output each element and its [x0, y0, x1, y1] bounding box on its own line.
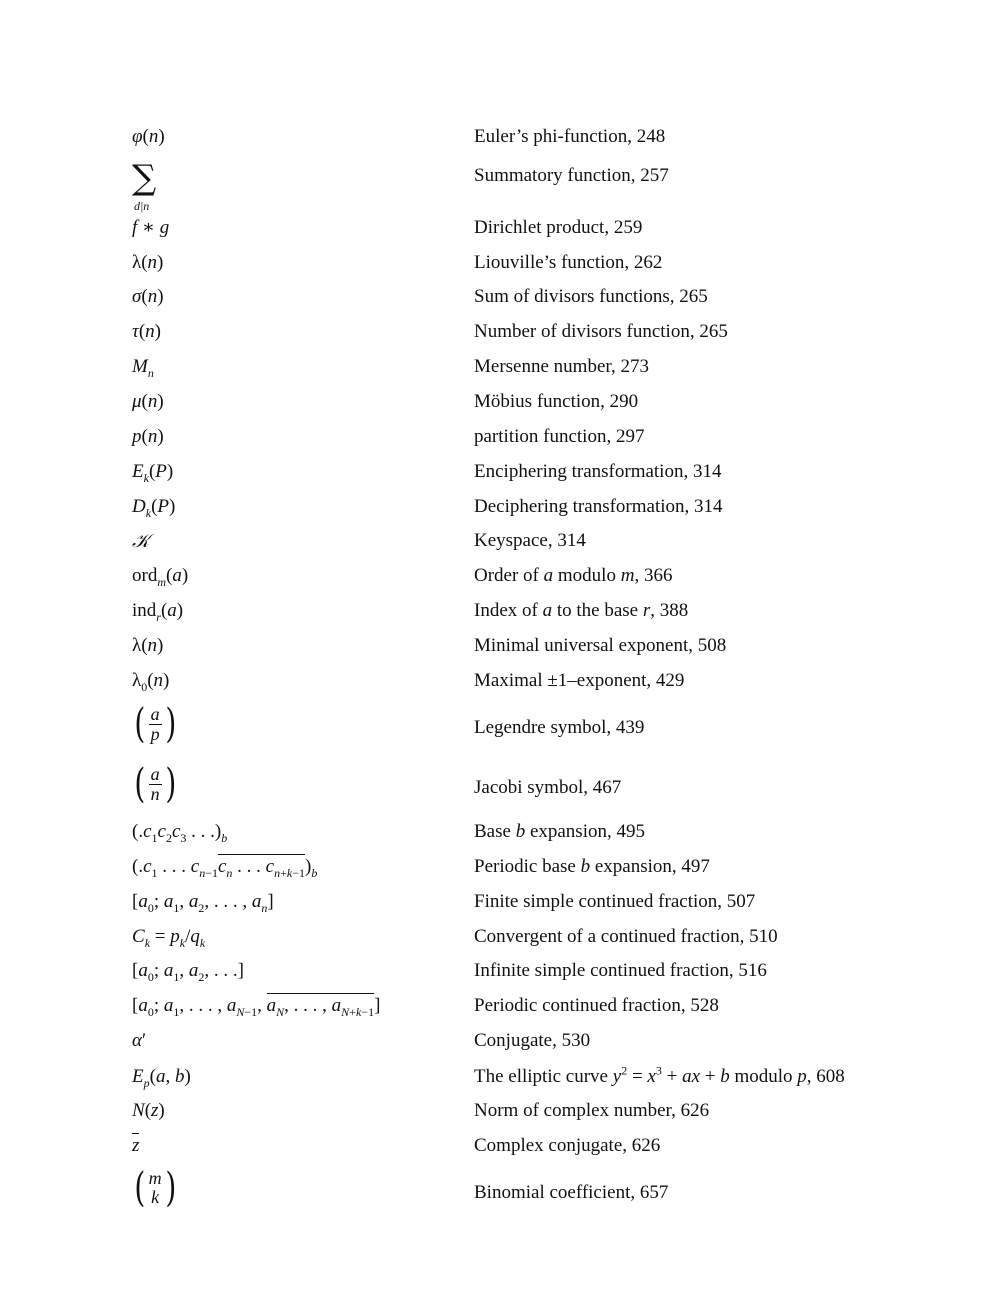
- description: Binomial coefficient, 657: [474, 1182, 669, 1203]
- description: Dirichlet product, 259: [474, 217, 643, 238]
- symbol-lambda: λ(n): [132, 252, 164, 273]
- symbol-lambda-universal: λ(n): [132, 635, 164, 656]
- symbol-summatory: ∑ d|n: [132, 158, 157, 213]
- description: Base b expansion, 495: [474, 821, 645, 842]
- symbol-ord: ord$_m$(a): [132, 565, 189, 589]
- description: Finite simple continued fraction, 507: [474, 891, 756, 912]
- description: Mersenne number, 273: [474, 356, 649, 377]
- description: Keyspace, 314: [474, 530, 586, 551]
- symbol-legendre: ( $\frac{a}{p}$ ): [134, 701, 176, 747]
- description: Euler’s phi-function, 248: [474, 126, 666, 147]
- symbol-ind: ind$_r$(a): [132, 600, 184, 624]
- description: Summatory function, 257: [474, 165, 669, 186]
- description: Periodic base b expansion, 497: [474, 856, 710, 877]
- symbol-mersenne: $M_n$: [132, 356, 154, 380]
- description: Complex conjugate, 626: [474, 1135, 661, 1156]
- description: Convergent of a continued fraction, 510: [474, 926, 778, 947]
- description: Maximal ±1–exponent, 429: [474, 670, 685, 691]
- symbol-base-expansion: ($.c_1c_2c_3$ . . $.)_b$: [132, 821, 228, 845]
- symbol-phi: φ(n): [132, 126, 165, 147]
- symbol-partition: p(n): [132, 426, 164, 447]
- symbol-infinite-cf: [$a_0$; $a_1$, $a_2$, . . .]: [132, 960, 244, 984]
- description: Number of divisors function, 265: [474, 321, 728, 342]
- symbol-binomial: ( m k ): [134, 1165, 176, 1211]
- description: Periodic continued fraction, 528: [474, 995, 719, 1016]
- symbol-mu: μ(n): [132, 391, 164, 412]
- description: Order of a modulo m, 366: [474, 565, 673, 586]
- description: Minimal universal exponent, 508: [474, 635, 727, 656]
- description: Infinite simple continued fraction, 516: [474, 960, 767, 981]
- symbol-keyspace: 𝒦: [132, 530, 150, 552]
- symbol-periodic-expansion: ($.c_1$ . . . $c_{n-1}c_n$ . . . $c_{n+k-1})_b$: [132, 856, 318, 880]
- symbol-decipher: $D_k(P)$: [132, 496, 176, 520]
- symbol-elliptic: $E_p(a$, b): [132, 1066, 191, 1090]
- symbol-encipher: $E_k(P)$: [132, 461, 174, 485]
- description: Liouville’s function, 262: [474, 252, 663, 273]
- symbol-conjugate: α′: [132, 1030, 147, 1051]
- description: Conjugate, 530: [474, 1030, 591, 1051]
- description: Sum of divisors functions, 265: [474, 286, 708, 307]
- description: Jacobi symbol, 467: [474, 777, 622, 798]
- symbol-dirichlet: f ∗ g: [132, 217, 170, 238]
- symbol-tau: τ(n): [132, 321, 161, 342]
- symbol-finite-cf: [$a_0$; $a_1$, $a_2$, . . . , $a_n$]: [132, 891, 274, 915]
- description: The elliptic curve $y^2 = x^3$ + ax + b modulo p, 608: [474, 1063, 845, 1087]
- symbol-lambda0: $\lambda_0(n)$: [132, 670, 170, 694]
- symbol-complex-conjugate: z: [132, 1135, 140, 1156]
- description: Möbius function, 290: [474, 391, 639, 412]
- description: Legendre symbol, 439: [474, 717, 645, 738]
- symbol-norm: N(z): [132, 1100, 165, 1121]
- symbol-sigma: σ(n): [132, 286, 164, 307]
- description: Enciphering transformation, 314: [474, 461, 722, 482]
- symbol-jacobi: ( $\frac{a}{n}$ ): [134, 761, 176, 807]
- symbol-periodic-cf: [$a_0$; $a_1$, . . . , $a_{N-1}$, $a_N$, . . . , $a_{N+k-1}$]: [132, 995, 381, 1019]
- description: Deciphering transformation, 314: [474, 496, 723, 517]
- symbol-convergent: $C_k = p_k/q_k$: [132, 926, 206, 950]
- description: partition function, 297: [474, 426, 645, 447]
- description: Norm of complex number, 626: [474, 1100, 710, 1121]
- description: Index of a to the base r, 388: [474, 600, 689, 621]
